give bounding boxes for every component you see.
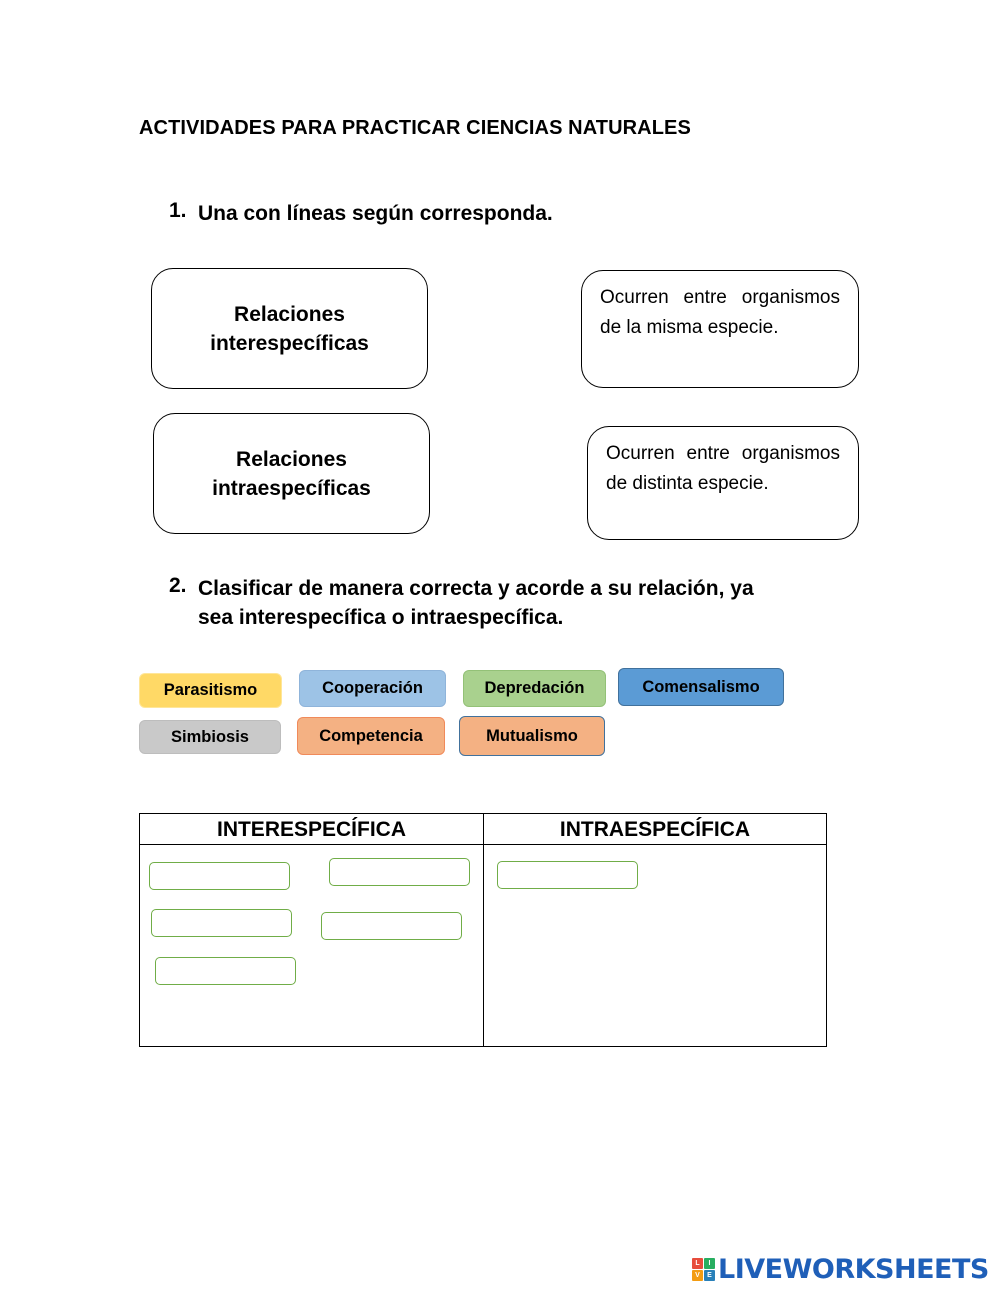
classification-table — [139, 813, 827, 1047]
drop-slot-inter-5[interactable] — [155, 957, 296, 985]
chip-mutualismo[interactable] — [459, 716, 605, 756]
chip-comensalismo[interactable] — [618, 668, 784, 706]
chip-cooperacion[interactable] — [299, 670, 446, 707]
drop-slot-inter-4[interactable] — [321, 912, 462, 940]
match-card-text: Ocurren entre organismos de la misma especie. — [600, 287, 840, 338]
table-header-intraespecifica: INTRAESPECÍFICA — [484, 814, 826, 845]
match-card-left-1[interactable] — [151, 268, 428, 389]
chip-label: Competencia — [319, 726, 423, 745]
question-1 — [169, 199, 869, 229]
chip-label: Mutualismo — [486, 726, 578, 745]
match-card-text: Ocurren entre organismos de distinta especie. — [606, 443, 840, 494]
match-card-right-1[interactable] — [581, 270, 859, 388]
chip-simbiosis[interactable] — [139, 720, 281, 754]
liveworksheets-logo — [692, 1254, 989, 1285]
question-text: Una con líneas según corresponda. — [198, 202, 553, 225]
drop-slot-inter-1[interactable] — [149, 862, 290, 890]
chip-label: Simbiosis — [171, 727, 249, 746]
question-text-line-2: sea interespecífica o intraespecífica. — [198, 606, 564, 629]
match-card-left-2[interactable] — [153, 413, 430, 534]
page-title: ACTIVIDADES PARA PRACTICAR CIENCIAS NATURALES — [139, 117, 691, 139]
logo-text: LIVEWORKSHEETS — [718, 1254, 989, 1285]
logo-blocks-icon: L I V E — [692, 1258, 715, 1281]
question-number: 2. — [169, 574, 187, 597]
drop-slot-intra-1[interactable] — [497, 861, 638, 889]
question-number: 1. — [169, 199, 187, 222]
chip-parasitismo[interactable] — [139, 673, 282, 708]
chip-label: Comensalismo — [642, 677, 760, 696]
table-header-interespecifica: INTERESPECÍFICA — [140, 814, 483, 845]
chip-depredacion[interactable] — [463, 670, 606, 707]
match-card-right-2[interactable] — [587, 426, 859, 540]
drop-slot-inter-2[interactable] — [329, 858, 470, 886]
match-card-label: Relaciones interespecíficas — [210, 302, 369, 355]
question-2 — [169, 574, 869, 634]
table-divider — [483, 814, 484, 1046]
chip-label: Depredación — [484, 679, 585, 697]
chip-label: Cooperación — [322, 679, 423, 697]
drop-slot-inter-3[interactable] — [151, 909, 292, 937]
chip-label: Parasitismo — [163, 681, 258, 699]
chip-competencia[interactable] — [297, 717, 445, 755]
question-text-line-1: Clasificar de manera correcta y acorde a su relación, ya — [198, 577, 754, 600]
match-card-label: Relaciones intraespecíficas — [212, 447, 371, 500]
